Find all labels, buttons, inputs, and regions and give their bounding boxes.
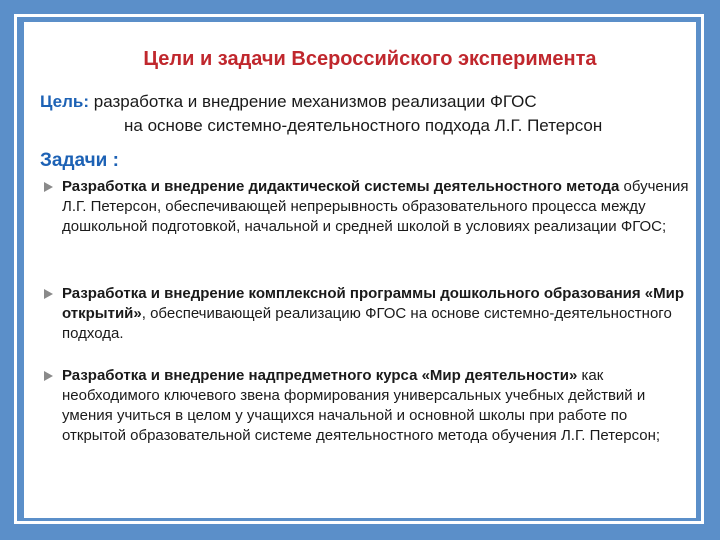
task-item [62,177,692,237]
bullet-arrow-icon [44,182,53,192]
bullet-arrow-icon [44,289,53,299]
task-item [62,284,692,344]
task-text: обучения Л.Г. Петерсон, обеспечивающей непрерывность образовательного процесса между дошкольной подготовкой, начальной и средней школой в условиях реализации ФГОС; [62,178,689,235]
goal-text-1: разработка и внедрение механизмов реализации ФГОС [93,92,537,111]
slide-title: Цели и задачи Всероссийского эксперимента [143,48,597,70]
task-bold-text: Разработка и внедрение надпредметного курса «Мир деятельности» [62,367,578,384]
tasks-heading: Задачи : [40,150,119,171]
task-text: как необходимого ключевого звена формирования универсальных учебных действий и умения учиться в целом у учащихся начальной и основной школы при работе по открытой образовательной системе деятельностного метода обучения Л.Г. Петерсон; [62,367,661,444]
task-bold-text: Разработка и внедрение комплексной программы дошкольного образования «Мир открытий» [62,285,685,322]
goal-line-1 [40,90,680,114]
content-panel [24,22,696,518]
goal-line-2: на основе системно-деятельностного подхода Л.Г. Петерсон [124,116,603,135]
task-item [62,366,692,446]
goal-block [40,90,680,138]
task-text: , обеспечивающей реализацию ФГОС на основе системно-деятельностного подхода. [62,305,672,342]
bullet-arrow-icon [44,371,53,381]
task-bold-text: Разработка и внедрение дидактической системы деятельностного метода [62,178,620,195]
goal-label: Цель: [40,92,89,111]
